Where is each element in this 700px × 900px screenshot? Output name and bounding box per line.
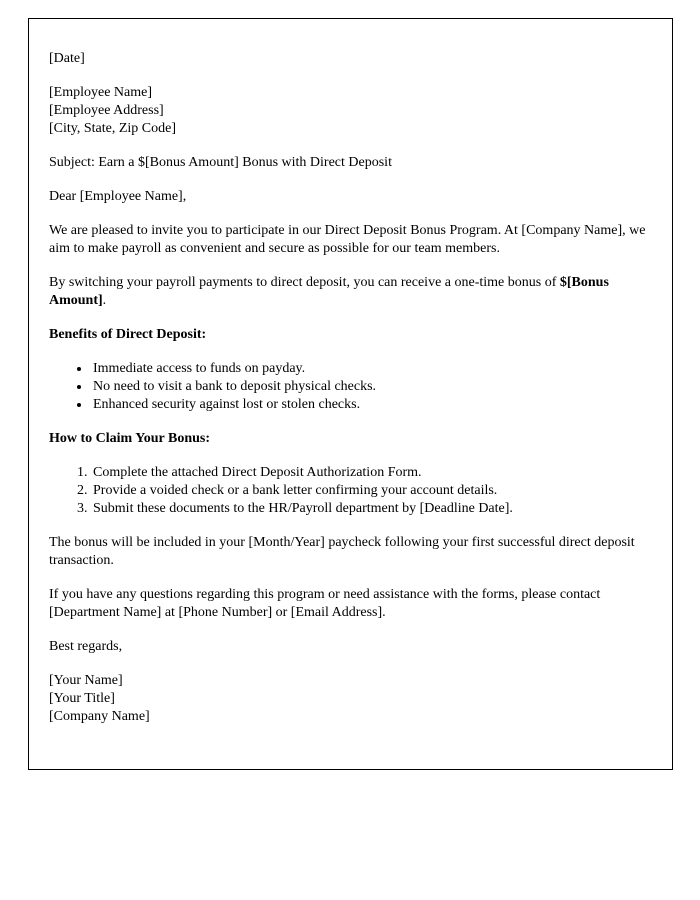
- claim-step: 1. Complete the attached Direct Deposit Authorization Form.: [91, 464, 648, 482]
- recipient-city-state-zip: [City, State, Zip Code]: [49, 121, 177, 136]
- signature-name: [Your Name]: [49, 673, 123, 688]
- recipient-block: [49, 84, 648, 138]
- claim-step: 3. Submit these documents to the HR/Payroll department by [Deadline Date].: [91, 500, 648, 518]
- closing-line: Best regards,: [49, 639, 123, 654]
- signature-block: [49, 672, 648, 726]
- benefits-heading: Benefits of Direct Deposit:: [49, 327, 207, 342]
- bonus-paragraph: [49, 274, 648, 310]
- bonus-paragraph-prefix: By switching your payroll payments to direct deposit, you can receive a one-time bonus of: [49, 275, 560, 290]
- recipient-address: [Employee Address]: [49, 103, 164, 118]
- benefit-item: • Enhanced security against lost or stolen checks.: [91, 396, 648, 414]
- letter-page: [28, 18, 673, 770]
- claim-step: 2. Provide a voided check or a bank letter confirming your account details.: [91, 482, 648, 500]
- benefit-item: • No need to visit a bank to deposit physical checks.: [91, 378, 648, 396]
- date-line: [Date]: [49, 51, 85, 66]
- claim-heading: How to Claim Your Bonus:: [49, 431, 211, 446]
- questions-paragraph: If you have any questions regarding this program or need assistance with the forms, please contact [Department Name] at [Phone Number] or [Email Address].: [49, 587, 601, 620]
- bonus-paragraph-suffix: .: [102, 293, 107, 308]
- claim-steps-list: [49, 464, 648, 518]
- signature-company: [Company Name]: [49, 709, 150, 724]
- intro-paragraph: We are pleased to invite you to participate in our Direct Deposit Bonus Program. At [Company Name], we aim to make payroll as convenient and secure as possible for our team members.: [49, 223, 646, 256]
- subject-line: Subject: Earn a $[Bonus Amount] Bonus with Direct Deposit: [49, 155, 392, 170]
- salutation: Dear [Employee Name],: [49, 189, 187, 204]
- paycheck-paragraph: The bonus will be included in your [Month/Year] paycheck following your first successful direct deposit transaction.: [49, 535, 635, 568]
- benefit-item: • Immediate access to funds on payday.: [91, 360, 648, 378]
- recipient-name: [Employee Name]: [49, 85, 153, 100]
- bonus-amount-bold: $[Bonus Amount]: [49, 275, 609, 308]
- signature-title: [Your Title]: [49, 691, 115, 706]
- benefits-list: [49, 360, 648, 414]
